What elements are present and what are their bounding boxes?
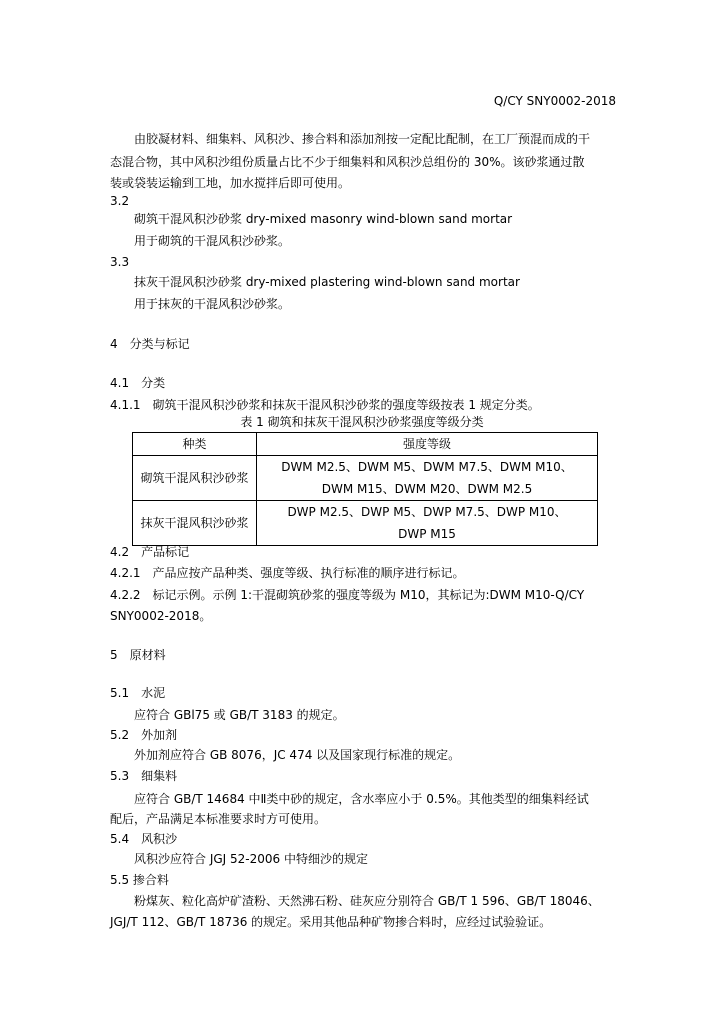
table-caption: 表 1 砌筑和抹灰干混风积沙砂浆强度等级分类 (240, 415, 484, 429)
table-cell-type: 抹灰干混风积沙砂浆 (133, 501, 257, 546)
section-5-5-line-2: JGJ/T 112、GB/T 18736 的规定。采用其他品种矿物掺合料时，应经过试验验证。 (110, 915, 552, 929)
section-3-2-definition: 用于砌筑的干混风积沙砂浆。 (134, 234, 291, 248)
table-row (133, 456, 598, 501)
grade-line: DWP M15 (398, 527, 456, 541)
section-5-1-text: 应符合 GBl75 或 GB/T 3183 的规定。 (134, 708, 345, 722)
section-5-3-heading: 5.3 细集料 (110, 769, 178, 783)
section-3-3-term: 抹灰干混风积沙砂浆 dry-mixed plastering wind-blown sand mortar (134, 275, 520, 289)
section-4-2-2-line-1: 4.2.2 标记示例。示例 1:干混砌筑砂浆的强度等级为 M10，其标记为:DWM M10-Q/CY (110, 588, 585, 602)
section-3-2-term: 砌筑干混风积沙砂浆 dry-mixed masonry wind-blown sand mortar (134, 212, 513, 226)
section-5-5-line-1: 粉煤灰、粒化高炉矿渣粉、天然沸石粉、硅灰应分别符合 GB/T 1 596、GB/T 18046、 (134, 894, 600, 908)
table-cell-type: 砌筑干混风积沙砂浆 (133, 456, 257, 501)
section-4-1-1-text: 4.1.1 砌筑干混风积沙砂浆和抹灰干混风积沙砂浆的强度等级按表 1 规定分类。 (110, 398, 540, 412)
section-5-1-heading: 5.1 水泥 (110, 686, 166, 700)
section-5-3-line-1: 应符合 GB/T 14684 中Ⅱ类中砂的规定，含水率应小于 0.5%。其他类型的细集料经试 (134, 792, 589, 806)
section-5-4-heading: 5.4 风积沙 (110, 832, 178, 846)
grade-line: DWP M2.5、DWP M5、DWP M7.5、DWP M10、 (287, 505, 567, 519)
table-header-row (133, 433, 598, 456)
grade-line: DWM M2.5、DWM M5、DWM M7.5、DWM M10、 (281, 460, 573, 474)
section-5-3-line-2: 配后，产品满足本标准要求时方可使用。 (110, 812, 327, 826)
section-4-1-heading: 4.1 分类 (110, 376, 166, 390)
document-code: Q/CY SNY0002-2018 (493, 94, 616, 108)
table-cell-grade (257, 501, 598, 546)
section-5-heading: 5 原材料 (110, 648, 166, 662)
table-cell-grade (257, 456, 598, 501)
section-5-2-text: 外加剂应符合 GB 8076，JC 474 以及国家现行标准的规定。 (134, 748, 461, 762)
intro-line-2: 态混合物，其中风积沙组份质量占比不少于细集料和风积沙总组份的 30%。该砂浆通过散 (110, 155, 585, 169)
table-header-type: 种类 (133, 433, 257, 456)
section-4-2-heading: 4.2 产品标记 (110, 545, 190, 559)
grade-line: DWM M15、DWM M20、DWM M2.5 (321, 482, 533, 496)
section-5-2-heading: 5.2 外加剂 (110, 728, 178, 742)
section-3-3-number: 3.3 (110, 255, 130, 269)
section-4-2-1-text: 4.2.1 产品应按产品种类、强度等级、执行标准的顺序进行标记。 (110, 566, 465, 580)
section-3-3-definition: 用于抹灰的干混风积沙砂浆。 (134, 297, 291, 311)
section-5-4-text: 风积沙应符合 JGJ 52-2006 中特细沙的规定 (134, 852, 368, 866)
table-row (133, 501, 598, 546)
intro-line-3: 装或袋装运输到工地，加水搅拌后即可使用。 (110, 176, 351, 190)
strength-grade-table (132, 432, 598, 546)
intro-line-1: 由胶凝材料、细集料、风积沙、掺合料和添加剂按一定配比配制，在工厂预混而成的干 (134, 132, 591, 146)
section-4-heading: 4 分类与标记 (110, 337, 190, 351)
section-4-2-2-line-2: SNY0002-2018。 (110, 609, 212, 623)
table-header-grade: 强度等级 (257, 433, 598, 456)
section-5-5-heading: 5.5 掺合料 (110, 873, 169, 887)
section-3-2-number: 3.2 (110, 194, 130, 208)
